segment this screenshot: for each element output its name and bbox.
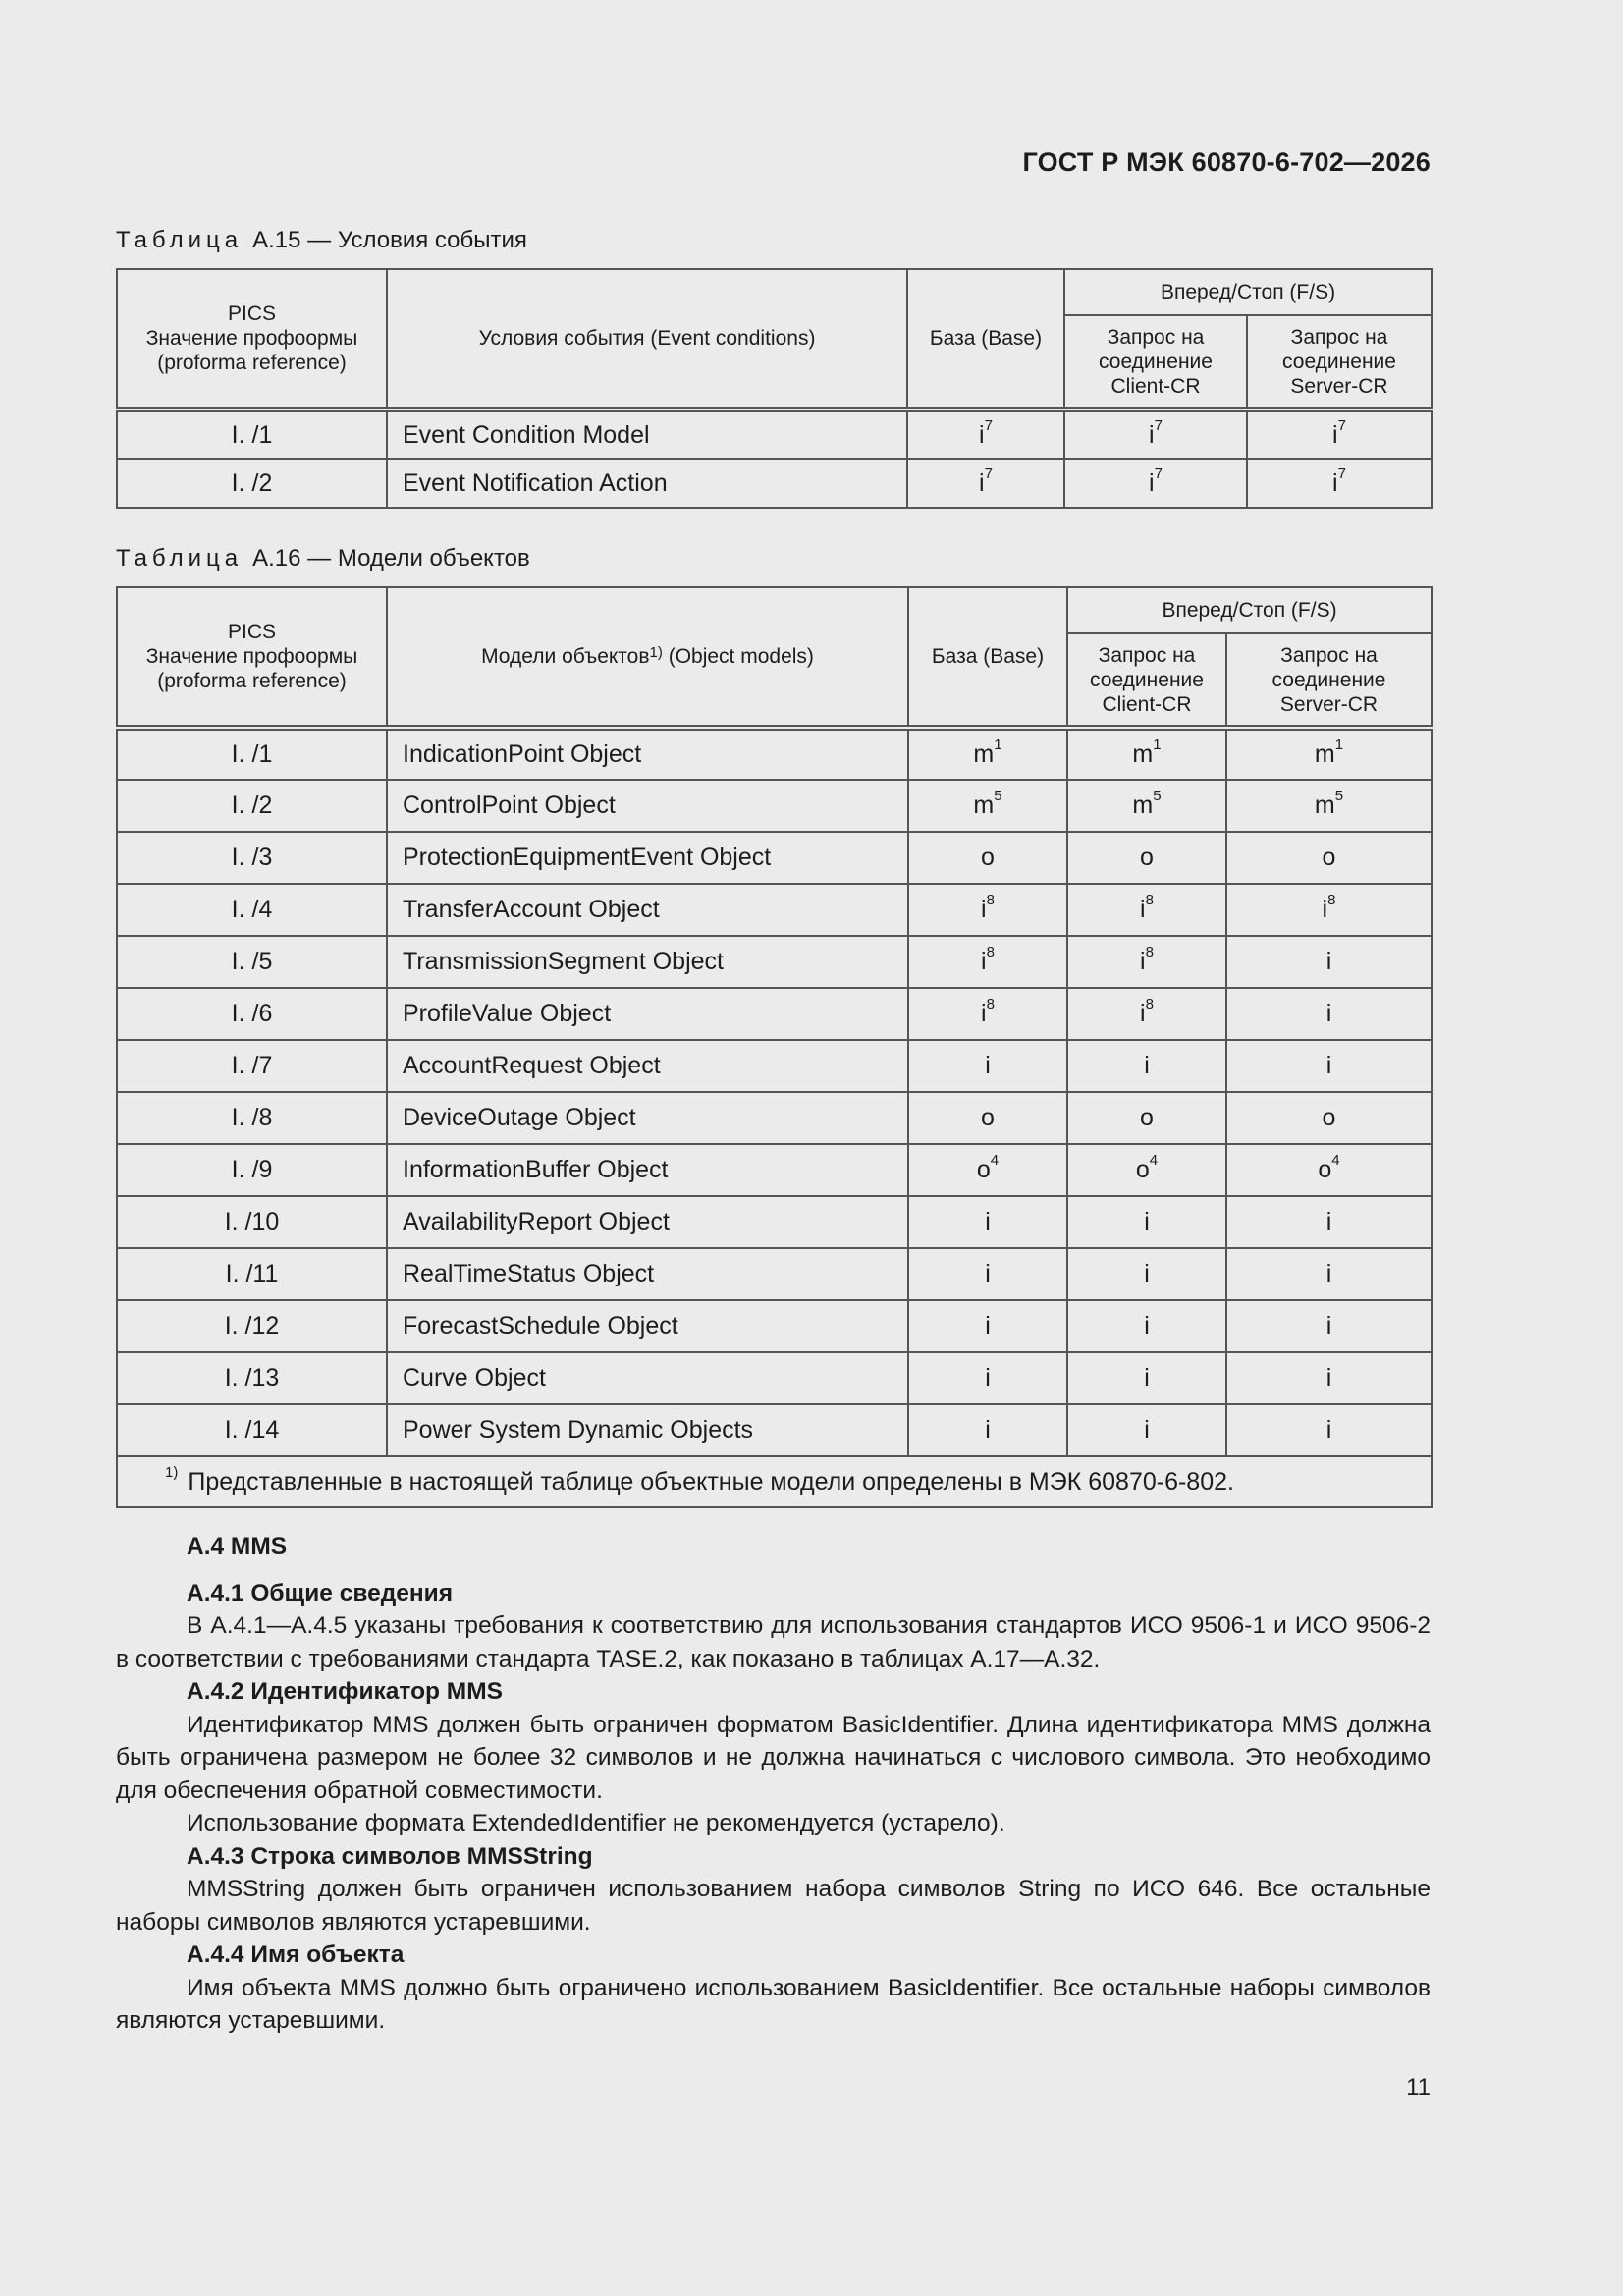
row-name-cell: Event Condition Model — [387, 410, 907, 459]
row-name-cell: InformationBuffer Object — [387, 1144, 908, 1196]
row-id-cell: I. /4 — [117, 884, 387, 936]
server-cr-cell: i — [1226, 1196, 1432, 1248]
server-cr-header: Запрос на соединение Server-CR — [1247, 315, 1432, 410]
document-header: ГОСТ Р МЭК 60870-6-702—2026 — [1022, 147, 1431, 177]
server-cr-cell: i — [1226, 1352, 1432, 1404]
row-name-cell: ForecastSchedule Object — [387, 1300, 908, 1352]
base-cell: $o^4$ — [908, 1144, 1067, 1196]
row-name-cell: IndicationPoint Object — [387, 728, 908, 780]
base-cell: o — [908, 1092, 1067, 1144]
base-cell: $i^7$ — [907, 459, 1064, 508]
base-cell: $i^8$ — [908, 988, 1067, 1040]
paragraph-a42-1: Идентификатор MMS должен быть ограничен форматом BasicIdentifier. Длина идентификатора MMS должна быть ограничена размером не более 32 символов и не должна начинаться с числового символа. Это необходимо для обеспечения обратной совместимости. — [116, 1711, 1431, 1804]
table-a16 — [116, 586, 1433, 1508]
page-number: 11 — [1406, 2074, 1431, 2101]
client-cr-cell: $i^8$ — [1067, 936, 1226, 988]
server-cr-cell: i — [1226, 1404, 1432, 1456]
caption-text: А.16 — Модели объектов — [252, 545, 530, 572]
table-row — [117, 1248, 1432, 1300]
table-row — [117, 780, 1432, 832]
client-cr-cell: $o^4$ — [1067, 1144, 1226, 1196]
table-row — [117, 1300, 1432, 1352]
base-cell: i — [908, 1196, 1067, 1248]
client-cr-cell: o — [1067, 1092, 1226, 1144]
section-a4 — [116, 1530, 1431, 2038]
row-name-cell: Curve Object — [387, 1352, 908, 1404]
table-row — [117, 1040, 1432, 1092]
pics-header: PICS Значение профоормы (proforma reference) — [117, 587, 387, 728]
table-row — [117, 728, 1432, 780]
row-id-cell: I. /11 — [117, 1248, 387, 1300]
table-row — [117, 459, 1432, 508]
base-cell: o — [908, 832, 1067, 884]
row-id-cell: I. /5 — [117, 936, 387, 988]
server-cr-cell: o — [1226, 1092, 1432, 1144]
row-id-cell: I. /2 — [117, 459, 387, 508]
row-id-cell: I. /13 — [117, 1352, 387, 1404]
heading-a42: А.4.2 Идентификатор MMS — [187, 1678, 503, 1705]
table-row — [117, 1196, 1432, 1248]
row-name-cell: Power System Dynamic Objects — [387, 1404, 908, 1456]
server-cr-header: Запрос на соединение Server-CR — [1226, 633, 1432, 728]
row-id-cell: I. /1 — [117, 410, 387, 459]
row-name-cell: Event Notification Action — [387, 459, 907, 508]
server-cr-cell: i — [1226, 1040, 1432, 1092]
fs-header: Вперед/Стоп (F/S) — [1067, 587, 1432, 633]
table-row — [117, 1404, 1432, 1456]
row-name-cell: RealTimeStatus Object — [387, 1248, 908, 1300]
row-name-cell: TransmissionSegment Object — [387, 936, 908, 988]
row-name-cell: ProtectionEquipmentEvent Object — [387, 832, 908, 884]
row-id-cell: I. /6 — [117, 988, 387, 1040]
row-id-cell: I. /12 — [117, 1300, 387, 1352]
base-cell: $m^5$ — [908, 780, 1067, 832]
pics-header: PICS Значение профоормы (proforma reference) — [117, 269, 387, 410]
table-row — [117, 1144, 1432, 1196]
server-cr-cell: i — [1226, 936, 1432, 988]
server-cr-cell: $m^5$ — [1226, 780, 1432, 832]
row-name-cell: ControlPoint Object — [387, 780, 908, 832]
base-header: База (Base) — [908, 587, 1067, 728]
table-a15-caption — [116, 227, 527, 254]
caption-text: А.15 — Условия события — [252, 227, 527, 253]
client-cr-cell: i — [1067, 1300, 1226, 1352]
server-cr-cell: i — [1226, 1300, 1432, 1352]
event-conditions-header: Условия события (Event conditions) — [387, 269, 907, 410]
paragraph-a44: Имя объекта MMS должно быть ограничено использованием BasicIdentifier. Все остальные наборы символов являются устаревшими. — [116, 1974, 1431, 2034]
client-cr-cell: o — [1067, 832, 1226, 884]
base-header: База (Base) — [907, 269, 1064, 410]
row-id-cell: I. /1 — [117, 728, 387, 780]
heading-a41: А.4.1 Общие сведения — [187, 1579, 454, 1607]
row-name-cell: DeviceOutage Object — [387, 1092, 908, 1144]
server-cr-cell: i — [1226, 1248, 1432, 1300]
client-cr-header: Запрос на соединение Client-CR — [1064, 315, 1247, 410]
heading-a4: А.4 MMS — [187, 1533, 288, 1559]
client-cr-cell: i — [1067, 1248, 1226, 1300]
row-id-cell: I. /10 — [117, 1196, 387, 1248]
heading-a44: А.4.4 Имя объекта — [187, 1941, 405, 1968]
row-name-cell: AvailabilityReport Object — [387, 1196, 908, 1248]
client-cr-cell: i — [1067, 1404, 1226, 1456]
client-cr-cell: $i^8$ — [1067, 884, 1226, 936]
paragraph-a43: MMSString должен быть ограничен использованием набора символов String по ИСО 646. Все остальные наборы символов являются устаревшими. — [116, 1876, 1431, 1936]
client-cr-cell: $m^1$ — [1067, 728, 1226, 780]
paragraph-a42-2: Использование формата ExtendedIdentifier не рекомендуется (устарело). — [187, 1810, 1005, 1836]
paragraph-a41: В А.4.1—А.4.5 указаны требования к соответствию для использования стандартов ИСО 9506-1 и ИСО 9506-2 в соответствии с требованиями стандарта TASE.2, как показано в таблицах А.17—А.32. — [116, 1613, 1431, 1672]
table-row — [117, 832, 1432, 884]
row-id-cell: I. /9 — [117, 1144, 387, 1196]
client-cr-cell: $m^5$ — [1067, 780, 1226, 832]
base-cell: i — [908, 1040, 1067, 1092]
table-row — [117, 410, 1432, 459]
server-cr-cell: i — [1226, 988, 1432, 1040]
table-row — [117, 936, 1432, 988]
table-row — [117, 1352, 1432, 1404]
base-cell: $i^8$ — [908, 884, 1067, 936]
client-cr-cell: i — [1067, 1352, 1226, 1404]
server-cr-cell: $i^7$ — [1247, 459, 1432, 508]
base-cell: $m^1$ — [908, 728, 1067, 780]
server-cr-cell: $i^7$ — [1247, 410, 1432, 459]
base-cell: i — [908, 1248, 1067, 1300]
row-id-cell: I. /8 — [117, 1092, 387, 1144]
base-cell: $i^8$ — [908, 936, 1067, 988]
base-cell: i — [908, 1352, 1067, 1404]
row-id-cell: I. /3 — [117, 832, 387, 884]
client-cr-cell: i — [1067, 1196, 1226, 1248]
client-cr-cell: i — [1067, 1040, 1226, 1092]
row-id-cell: I. /7 — [117, 1040, 387, 1092]
base-cell: i — [908, 1300, 1067, 1352]
caption-label: Таблица — [116, 227, 243, 253]
server-cr-cell: o — [1226, 832, 1432, 884]
caption-label: Таблица — [116, 545, 243, 572]
table-a15 — [116, 268, 1433, 509]
client-cr-cell: $i^7$ — [1064, 459, 1247, 508]
table-footnote: $^{1)}$ Представленные в настоящей таблице объектные модели определены в МЭК 60870-6-802. — [117, 1456, 1432, 1507]
table-a16-caption — [116, 545, 530, 573]
client-cr-header: Запрос на соединение Client-CR — [1067, 633, 1226, 728]
fs-header: Вперед/Стоп (F/S) — [1064, 269, 1432, 315]
row-name-cell: ProfileValue Object — [387, 988, 908, 1040]
row-id-cell: I. /14 — [117, 1404, 387, 1456]
client-cr-cell: $i^8$ — [1067, 988, 1226, 1040]
client-cr-cell: $i^7$ — [1064, 410, 1247, 459]
base-cell: i — [908, 1404, 1067, 1456]
row-id-cell: I. /2 — [117, 780, 387, 832]
row-name-cell: TransferAccount Object — [387, 884, 908, 936]
table-row — [117, 988, 1432, 1040]
server-cr-cell: $i^8$ — [1226, 884, 1432, 936]
object-models-header: Модели объектов$^{1)}$ (Object models) — [387, 587, 908, 728]
row-name-cell: AccountRequest Object — [387, 1040, 908, 1092]
base-cell: $i^7$ — [907, 410, 1064, 459]
table-row — [117, 884, 1432, 936]
heading-a43: А.4.3 Строка символов MMSString — [187, 1842, 593, 1870]
server-cr-cell: $o^4$ — [1226, 1144, 1432, 1196]
table-row — [117, 1092, 1432, 1144]
server-cr-cell: $m^1$ — [1226, 728, 1432, 780]
